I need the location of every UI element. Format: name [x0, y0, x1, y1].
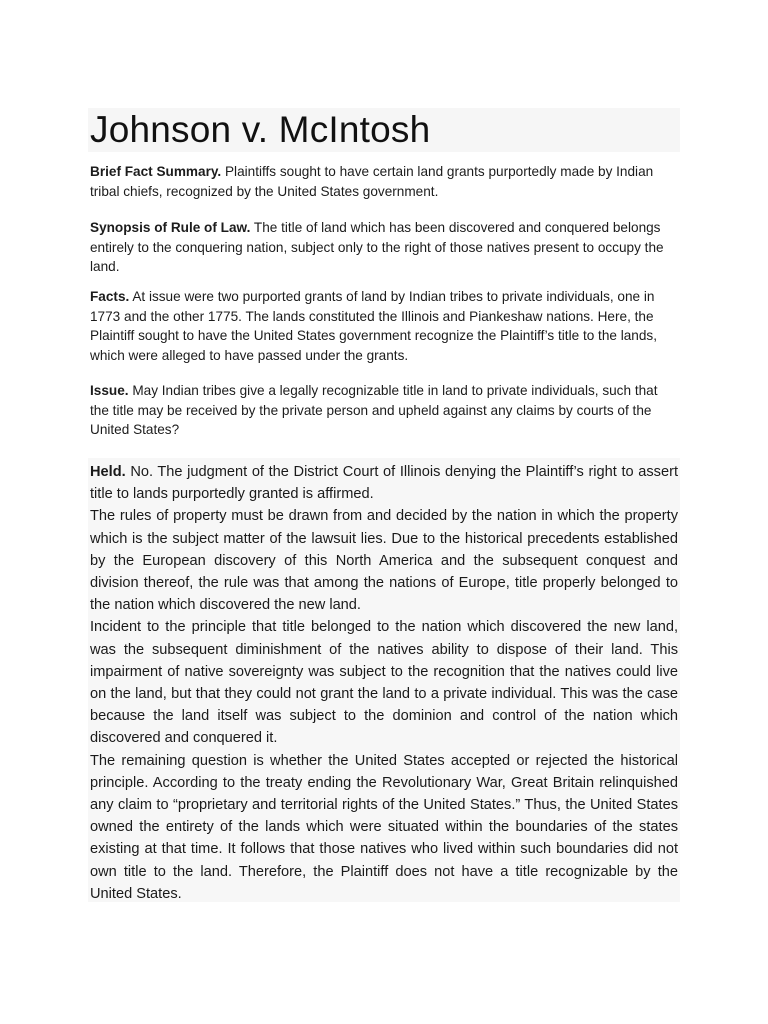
- section-label: Held.: [90, 464, 126, 480]
- held-paragraph: [90, 461, 678, 505]
- section-label: Brief Fact Summary.: [90, 164, 222, 179]
- section-label: Facts.: [90, 289, 130, 304]
- held-paragraph: The remaining question is whether the United States accepted or rejected the historical principle. According to the treaty ending the Revolutionary War, Great Britain relinquished any claim to “proprietary and territorial rights of the United States.” Thus, the United States owned the entirety of the lands which were situated within the boundaries of the states existing at that time. It follows that those natives who lived within such boundaries did not own title to the land. Therefore, the Plaintiff does not have a title recognizable by the United States.: [90, 752, 678, 902]
- section-label: Issue.: [90, 383, 129, 398]
- brief-fact-summary: [90, 162, 680, 201]
- section-text: Plaintiffs sought to have certain land grants purportedly made by Indian tribal chiefs, recognized by the United States government.: [90, 164, 654, 199]
- issue-section: [90, 381, 680, 440]
- facts-section: [90, 287, 680, 365]
- section-text: The title of land which has been discovered and conquered belongs entirely to the conquering nation, subject only to the right of those natives present to occupy the land.: [90, 220, 664, 274]
- held-paragraph: The rules of property must be drawn from and decided by the nation in which the property which is the subject matter of the lawsuit lies. Due to the historical precedents established by the European discovery of this North America and the subsequent conquest and division thereof, the rule was that among the nations of Europe, title properly belonged to the nation which discovered the new land.: [90, 508, 678, 614]
- section-text: May Indian tribes give a legally recognizable title in land to private individuals, such that the title may be received by the private person and upheld against any claims by courts of the United States?: [90, 383, 658, 437]
- held-text: No. The judgment of the District Court of Illinois denying the Plaintiff’s right to assert title to lands purportedly granted is affirmed.: [90, 464, 678, 503]
- held-section: [90, 461, 678, 905]
- page-title: Johnson v. McIntosh: [90, 109, 431, 150]
- section-text: At issue were two purported grants of land by Indian tribes to private individuals, one in 1773 and the other 1775. The lands constituted the Illinois and Piankeshaw nations. Here, the Plaintiff sought to have the United States government recognize the Plaintiff’s title to the lands, which were alleged to have passed under the grants.: [90, 289, 658, 363]
- held-paragraph: Incident to the principle that title belonged to the nation which discovered the new land, was the subsequent diminishment of the natives ability to dispose of their land. This impairment of native sovereignty was subject to the recognition that the natives could live on the land, but that they could not grant the land to a private individual. This was the case because the land itself was subject to the dominion and control of the nation which discovered and conquered it.: [90, 619, 678, 747]
- synopsis-of-rule-of-law: [90, 218, 680, 277]
- section-label: Synopsis of Rule of Law.: [90, 220, 251, 235]
